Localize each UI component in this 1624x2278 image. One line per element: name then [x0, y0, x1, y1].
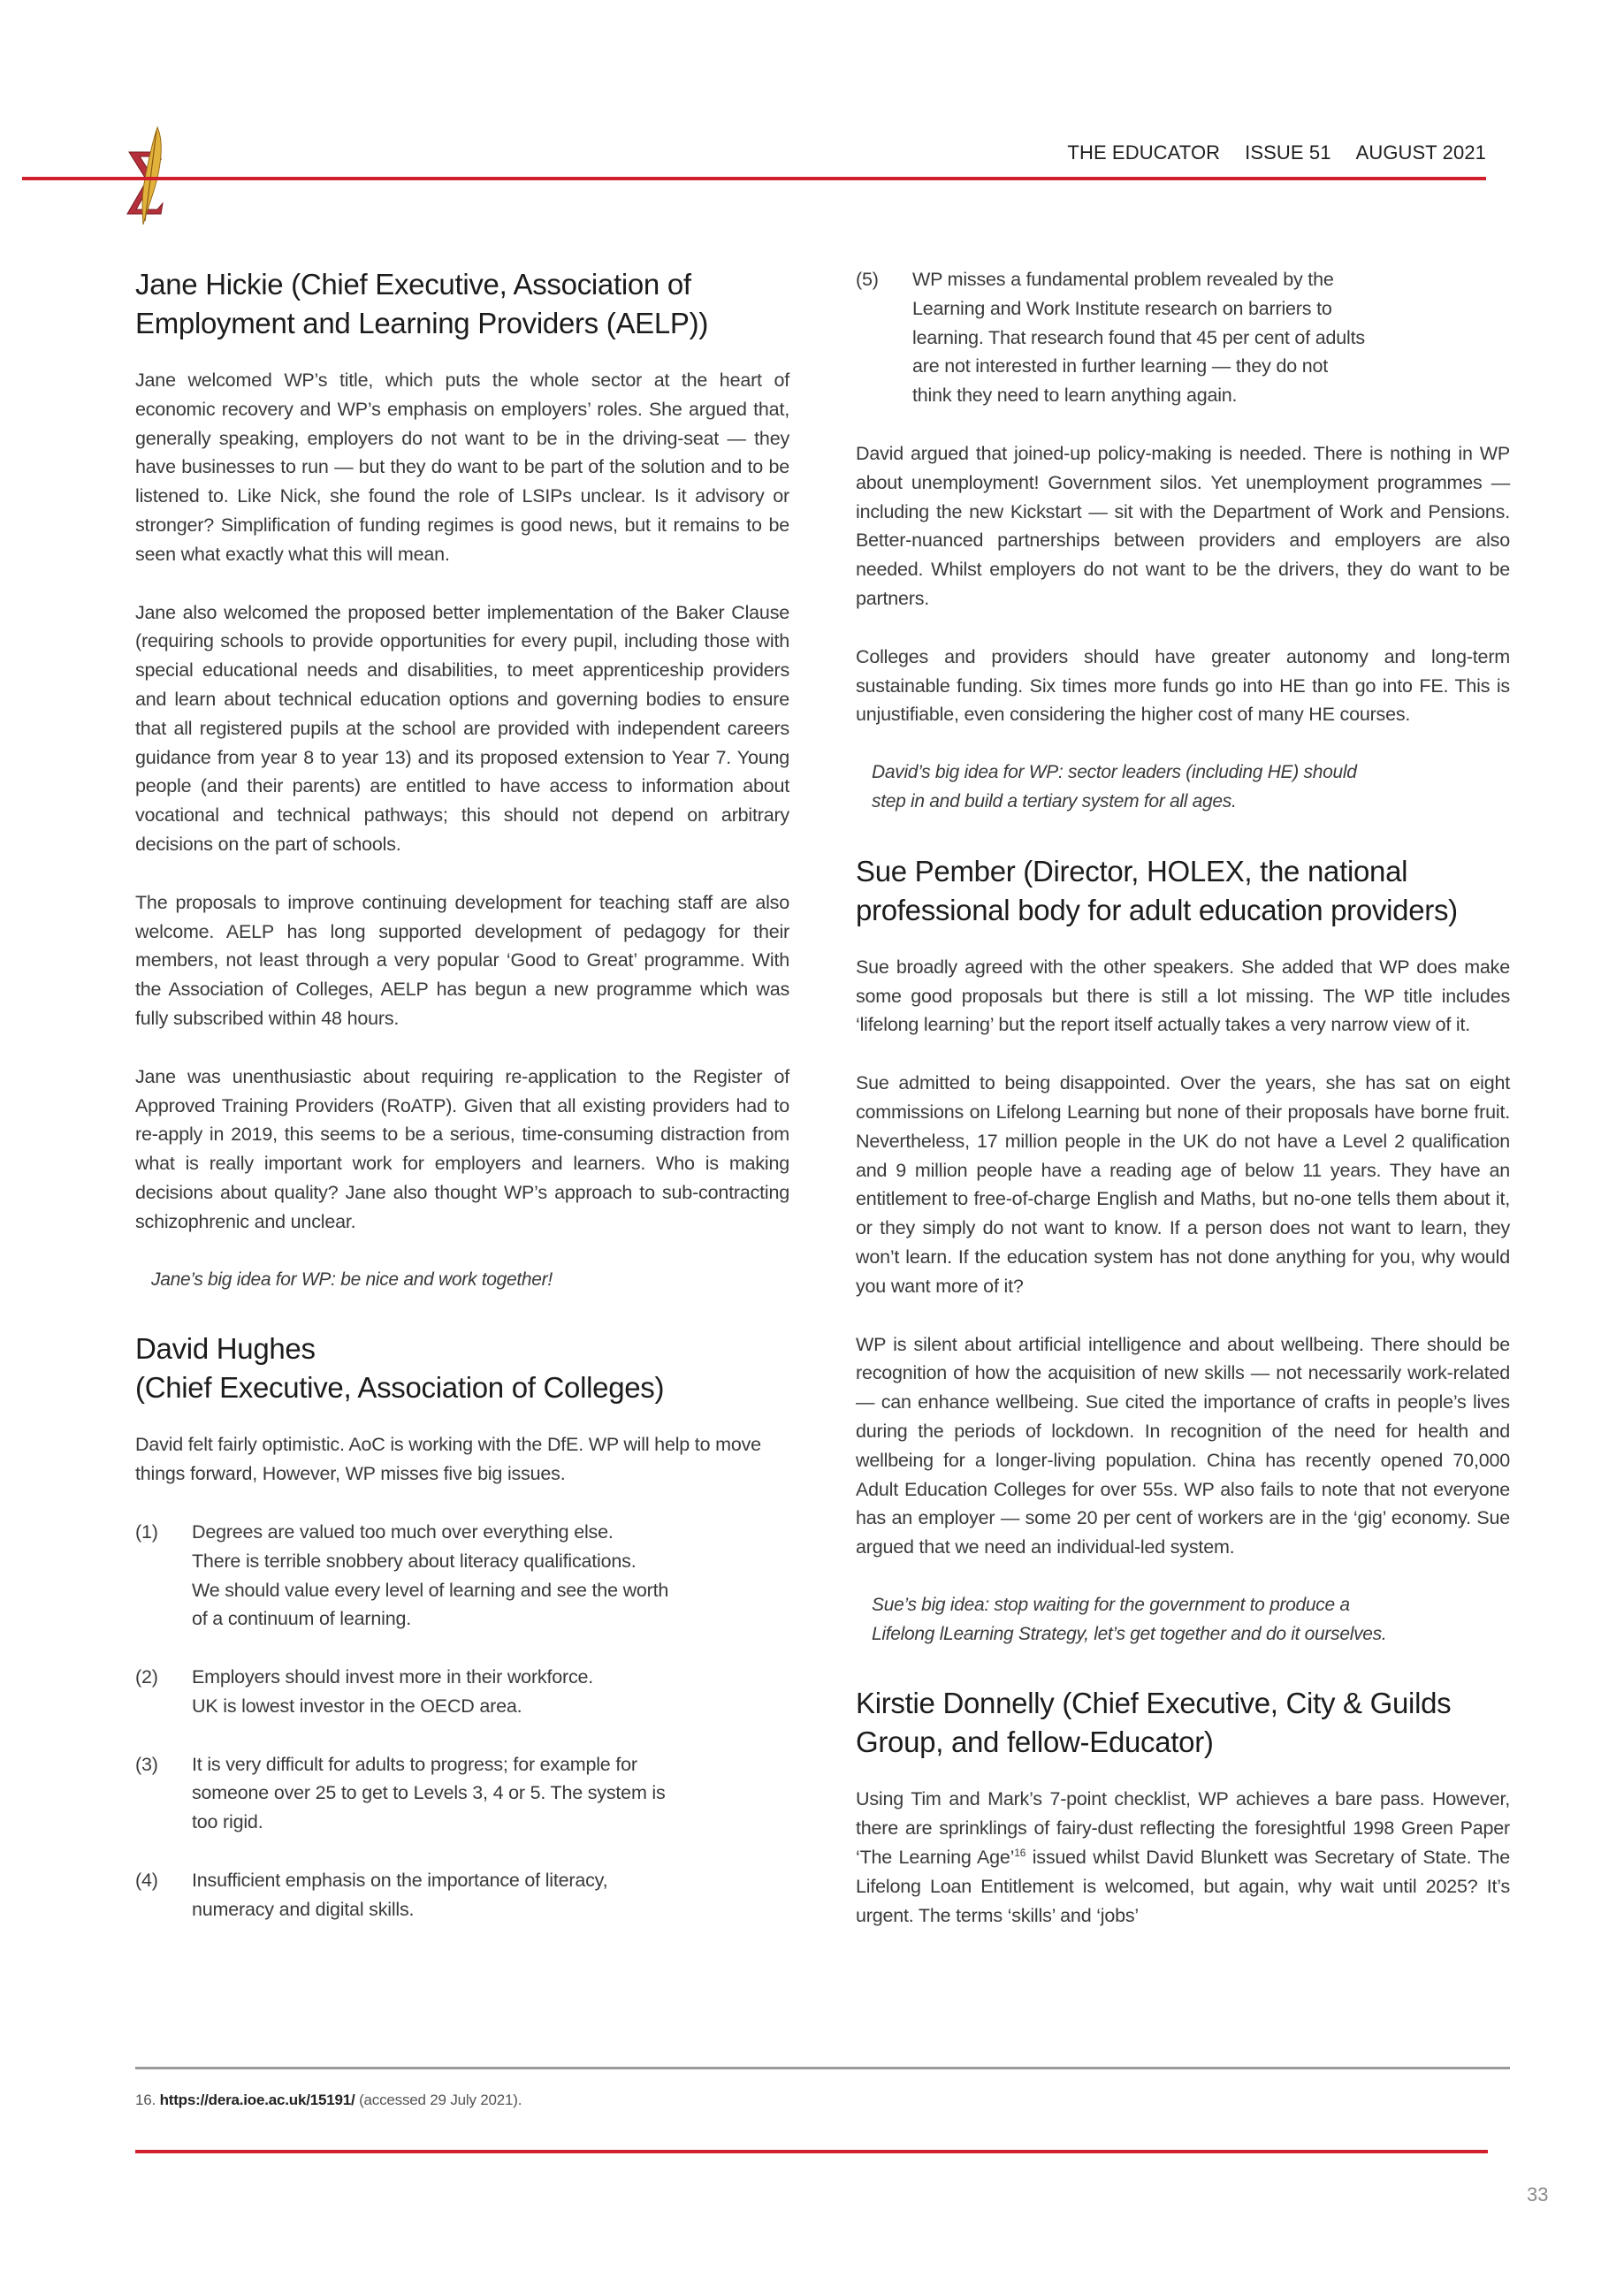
list-line: think they need to learn anything again.	[912, 385, 1238, 407]
page-number: 33	[1527, 2183, 1549, 2206]
list-line: of a continuum of learning.	[192, 1608, 411, 1630]
list-line: Insufficient emphasis on the importance of literacy,	[192, 1870, 608, 1892]
list-line: WP misses a fundamental problem revealed by the	[912, 269, 1334, 290]
paragraph: Sue admitted to being disappointed. Over the years, she has sat on eight commissions on Lifelong Learning but none of their proposals have borne fruit. Nevertheless, 17 million people in the UK do not have a Level 2 qualification and 9 million people have a reading age of below 11 years. They have an entitlement to free-of-charge English and Maths, but no-one tells them about it, or they simply do not want to know. If a person does not want to learn, they won’t learn. If the education system has not done anything for you, why would you want more of it?	[856, 1072, 1510, 1297]
list-number: (4)	[135, 1870, 158, 1892]
section-heading-david-hughes	[135, 1329, 789, 1407]
issue-date: AUGUST 2021	[1355, 141, 1486, 164]
list-number: (1)	[135, 1520, 158, 1543]
list-item	[135, 1750, 789, 1837]
list-line: Employers should invest more in their workforce.	[192, 1666, 594, 1688]
big-idea-quote	[872, 1591, 1510, 1649]
list-item	[135, 1518, 789, 1634]
left-column	[135, 265, 789, 1954]
paragraph: Jane was unenthusiastic about requiring re-application to the Register of Approved Training Providers (RoATP). Given that all existing providers had to re-apply in 2019, this seems to be a serious, time-consuming distraction from what is really important work for employers and learners. Who is making decisions about quality? Jane also thought WP’s approach to sub-contracting schizophrenic and unclear.	[135, 1065, 789, 1232]
footnote-divider	[135, 2067, 1510, 2069]
list-line: It is very difficult for adults to progress; for example for	[192, 1753, 637, 1775]
footnote-number: 16.	[135, 2091, 156, 2108]
quote-line: step in and build a tertiary system for all ages.	[872, 790, 1237, 811]
list-item	[856, 265, 1510, 410]
paragraph: The proposals to improve continuing development for teaching staff are also welcome. AELP has long supported development of pedagogy for their members, not least through a very popular ‘Good to Great’ programme. With the Association of Colleges, AELP has begun a new programme which was fully subscribed within 48 hours.	[135, 891, 789, 1029]
header-divider	[22, 177, 1486, 180]
list-line: someone over 25 to get to Levels 3, 4 or 5. The system is	[192, 1782, 666, 1804]
quote-line: Sue’s big idea: stop waiting for the government to produce a	[872, 1594, 1350, 1615]
paragraph: David argued that joined-up policy-making is needed. There is nothing in WP about unemployment! Government silos. Yet unemployment programmes — including the new Kickstart — sit with the Department of Work and Pensions. Better-nuanced partnerships between providers and employers are also needed. Whilst employers do not want to be the drivers, they do want to be partners.	[856, 442, 1510, 609]
running-header	[1067, 141, 1486, 164]
section-heading-jane-hickie: Jane Hickie (Chief Executive, Association of Employment and Learning Providers (AELP))	[135, 268, 709, 339]
list-line: We should value every level of learning and see the worth	[192, 1579, 669, 1601]
paragraph-text: Using Tim and Mark’s 7-point checklist, WP achieves a bare pass. However, there are sprinklings of fairy-dust reflecting the foresightful 1998 Green Paper ‘The Learning Age’	[856, 1788, 1510, 1869]
footnote-reference[interactable]: 16	[1014, 1846, 1026, 1859]
list-number: (2)	[135, 1666, 158, 1688]
paragraph: David felt fairly optimistic. AoC is working with the DfE. WP will help to move things forward, However, WP misses five big issues.	[135, 1434, 761, 1485]
footnote-note: (accessed 29 July 2021).	[359, 2091, 522, 2108]
list-line: Degrees are valued too much over everything else.	[192, 1520, 614, 1543]
quote-line: Lifelong lLearning Strategy, let’s get together and do it ourselves.	[872, 1623, 1387, 1644]
big-idea-quote: Jane’s big idea for WP: be nice and work together!	[151, 1269, 553, 1290]
paragraph: Jane also welcomed the proposed better implementation of the Baker Clause (requiring schools to provide opportunities for every pupil, including those with special educational needs and disabilities, to meet apprenticeship providers and learn about technical education options and governing bodies to ensure that all registered pupils at the school are provided with independent careers guidance from year 8 to year 13) and its proposed extension to Year 7. Young people (and their parents) are entitled to have access to information about vocational and technical pathways; this should not depend on arbitrary decisions on the part of schools.	[135, 601, 789, 855]
footer-divider	[135, 2150, 1488, 2153]
section-heading-kirstie-donnelly: Kirstie Donnelly (Chief Executive, City & Guilds Group, and fellow-Educator)	[856, 1687, 1452, 1759]
list-item	[135, 1663, 789, 1721]
paragraph: Colleges and providers should have greater autonomy and long-term sustainable funding. Six times more funds go into HE than go into FE. This is unjustifiable, even considering the higher cost of many HE courses.	[856, 645, 1510, 726]
heading-line: (Chief Executive, Association of Colleges)	[135, 1371, 665, 1405]
paragraph: Sue broadly agreed with the other speakers. She added that WP does make some good proposals but there is still a lot missing. The WP title includes ‘lifelong learning’ but the report itself actually takes a very narrow view of it.	[856, 956, 1510, 1036]
list-line: Learning and Work Institute research on barriers to	[912, 297, 1332, 319]
list-line: are not interested in further learning — they do not	[912, 355, 1329, 377]
list-number: (5)	[856, 269, 879, 290]
list-line: learning. That research found that 45 per cent of adults	[912, 326, 1365, 348]
footnote	[135, 2091, 522, 2109]
paragraph-text: issued whilst David Blunkett was Secretary of State. The Lifelong Loan Entitlement is welcomed, but again, why wait until 2025? It’s urgent. The terms ‘skills’ and ‘jobs’	[856, 1847, 1510, 1926]
paragraph: Jane welcomed WP’s title, which puts the whole sector at the heart of economic recovery and WP’s emphasis on employers’ roles. She argued that, generally speaking, employers do not want to be in the driving-seat — they have businesses to run — but they do want to be part of the solution and to be listened to. Like Nick, she found the role of LSIPs unclear. Is it advisory or stronger? Simplification of funding regimes is good news, but it remains to be seen what exactly what this will mean.	[135, 370, 789, 565]
list-number: (3)	[135, 1753, 158, 1775]
right-column	[856, 265, 1510, 1959]
issue-number: ISSUE 51	[1245, 141, 1331, 164]
list-line: numeracy and digital skills.	[192, 1898, 415, 1920]
list-line: UK is lowest investor in the OECD area.	[192, 1695, 522, 1717]
section-heading-sue-pember: Sue Pember (Director, HOLEX, the national professional body for adult education providers)	[856, 854, 1458, 926]
heading-line: David Hughes	[135, 1332, 316, 1366]
footnote-link[interactable]: https://dera.ioe.ac.uk/15191/	[159, 2091, 355, 2108]
paragraph: WP is silent about artificial intelligence and about wellbeing. There should be recognition of how the acquisition of new skills — not necessarily work-related — can enhance wellbeing. Sue cited the importance of crafts in people’s lives during the periods of lockdown. In recognition of the need for health and wellbeing for a longer-living population. China has recently opened 70,000 Adult Education Colleges for over 55s. WP also fails to note that not everyone has an employer — some 20 per cent of workers are in the ‘gig’ economy. Sue argued that we need an individual-led system.	[856, 1333, 1510, 1558]
paragraph	[856, 1785, 1510, 1930]
list-line: There is terrible snobbery about literacy qualifications.	[192, 1550, 637, 1572]
publication-name: THE EDUCATOR	[1067, 141, 1221, 164]
quote-line: David’s big idea for WP: sector leaders (including HE) should	[872, 762, 1357, 783]
big-idea-quote	[872, 758, 1510, 817]
list-line: too rigid.	[192, 1811, 263, 1833]
list-item	[135, 1866, 789, 1924]
